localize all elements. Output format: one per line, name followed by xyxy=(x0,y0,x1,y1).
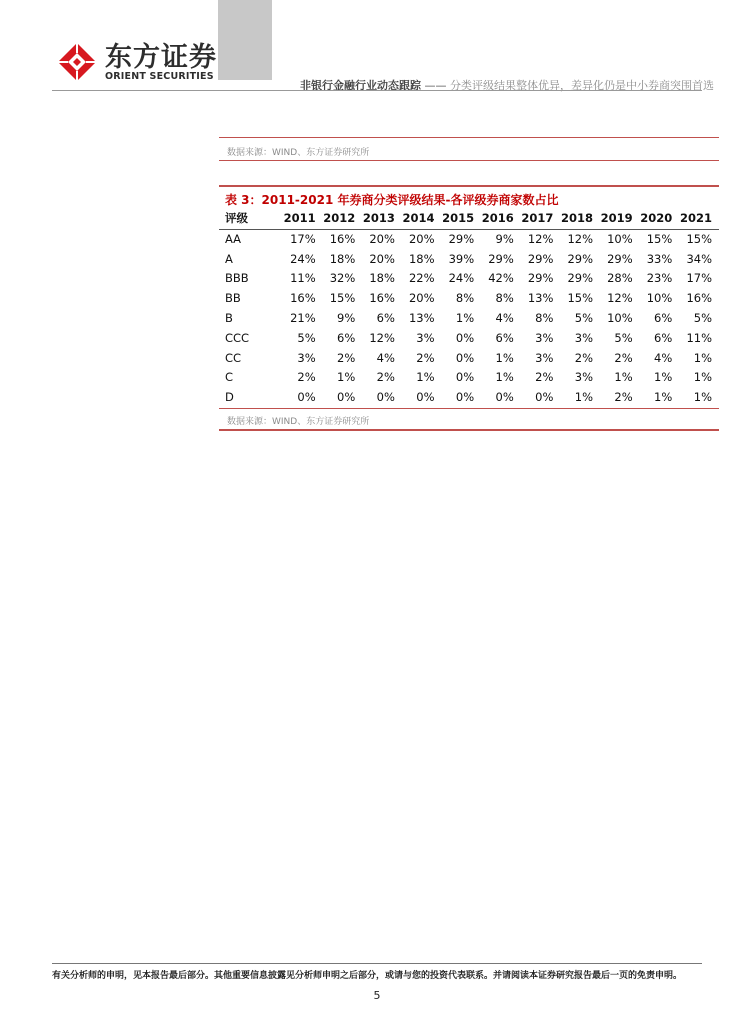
rating-grade-cell: BB xyxy=(225,291,241,306)
table-row xyxy=(219,388,719,408)
logo-chinese-name: 东方证券 xyxy=(105,42,217,73)
header-cell: 2018 xyxy=(560,211,593,225)
page-number: 5 xyxy=(373,989,381,1002)
header-cell: 2014 xyxy=(402,211,435,225)
table-body xyxy=(219,229,719,408)
header-gray-block xyxy=(218,0,272,80)
percentage-cell: 29% xyxy=(567,251,593,266)
percentage-cell: 13% xyxy=(527,291,554,306)
percentage-cell: 3% xyxy=(574,330,593,345)
header-dash: —— xyxy=(421,79,450,92)
percentage-cell: 4% xyxy=(495,310,514,325)
percentage-cell: 0% xyxy=(337,390,356,405)
header-cell: 2015 xyxy=(442,211,475,225)
percentage-cell: 11% xyxy=(290,271,316,286)
prev-table-source: 数据来源：WIND、东方证券研究所 xyxy=(227,148,370,158)
percentage-cell: 18% xyxy=(329,251,356,266)
percentage-cell: 29% xyxy=(607,251,633,266)
percentage-cell: 9% xyxy=(495,231,514,246)
rating-grade-cell: A xyxy=(225,251,233,266)
percentage-cell: 29% xyxy=(448,231,475,246)
header-cell: 2011 xyxy=(283,211,316,225)
table-header-row xyxy=(219,209,719,229)
percentage-cell: 3% xyxy=(297,350,316,365)
rating-grade-cell: AA xyxy=(225,231,242,246)
table-source: 数据来源：WIND、东方证券研究所 xyxy=(227,417,370,427)
percentage-cell: 6% xyxy=(337,330,356,345)
percentage-cell: 1% xyxy=(495,350,514,365)
percentage-cell: 1% xyxy=(654,390,673,405)
percentage-cell: 21% xyxy=(290,310,316,325)
table-row xyxy=(219,289,719,309)
percentage-cell: 5% xyxy=(693,310,712,325)
percentage-cell: 10% xyxy=(607,231,633,246)
header-cell: 2019 xyxy=(600,211,633,225)
percentage-cell: 24% xyxy=(448,271,475,286)
percentage-cell: 11% xyxy=(686,330,712,345)
percentage-cell: 0% xyxy=(455,330,475,345)
percentage-cell: 8% xyxy=(535,310,554,325)
header-cell: 2016 xyxy=(481,211,514,225)
percentage-cell: 0% xyxy=(535,390,554,405)
percentage-cell: 1% xyxy=(337,370,356,385)
footer-divider xyxy=(52,963,702,964)
percentage-cell: 29% xyxy=(488,251,514,266)
percentage-cell: 6% xyxy=(654,310,673,325)
percentage-cell: 1% xyxy=(693,370,712,385)
percentage-cell: 12% xyxy=(369,330,395,345)
table-source-top-rule xyxy=(219,408,719,409)
rating-grade-cell: D xyxy=(225,390,234,405)
percentage-cell: 3% xyxy=(535,330,554,345)
percentage-cell: 16% xyxy=(290,291,316,306)
percentage-cell: 15% xyxy=(646,231,673,246)
percentage-cell: 12% xyxy=(607,291,633,306)
percentage-cell: 20% xyxy=(369,251,395,266)
prev-source-bottom-rule xyxy=(219,160,719,161)
percentage-cell: 2% xyxy=(416,350,435,365)
orient-securities-logo-icon xyxy=(57,42,97,82)
percentage-cell: 1% xyxy=(455,310,475,325)
percentage-cell: 0% xyxy=(297,390,316,405)
percentage-cell: 13% xyxy=(408,310,435,325)
percentage-cell: 1% xyxy=(654,370,673,385)
table-row xyxy=(219,309,719,329)
rating-distribution-table xyxy=(219,209,719,408)
table-row xyxy=(219,329,719,349)
percentage-cell: 33% xyxy=(646,251,673,266)
percentage-cell: 0% xyxy=(455,370,475,385)
rating-grade-cell: CC xyxy=(225,350,242,365)
percentage-cell: 34% xyxy=(686,251,712,266)
rating-grade-cell: B xyxy=(225,310,233,325)
percentage-cell: 8% xyxy=(495,291,514,306)
percentage-cell: 18% xyxy=(408,251,435,266)
percentage-cell: 3% xyxy=(416,330,435,345)
header-cell: 2020 xyxy=(640,211,673,225)
percentage-cell: 8% xyxy=(455,291,475,306)
percentage-cell: 20% xyxy=(408,291,435,306)
percentage-cell: 6% xyxy=(495,330,514,345)
percentage-cell: 4% xyxy=(376,350,395,365)
header-cell: 评级 xyxy=(225,211,248,225)
percentage-cell: 2% xyxy=(337,350,356,365)
percentage-cell: 0% xyxy=(455,350,475,365)
rating-grade-cell: BBB xyxy=(225,271,249,286)
percentage-cell: 15% xyxy=(329,291,356,306)
rating-grade-cell: CCC xyxy=(225,330,250,345)
percentage-cell: 32% xyxy=(329,271,356,286)
percentage-cell: 20% xyxy=(408,231,435,246)
percentage-cell: 9% xyxy=(337,310,356,325)
table-top-rule xyxy=(219,185,719,187)
percentage-cell: 22% xyxy=(408,271,435,286)
percentage-cell: 28% xyxy=(607,271,633,286)
percentage-cell: 6% xyxy=(654,330,673,345)
percentage-cell: 5% xyxy=(614,330,633,345)
percentage-cell: 12% xyxy=(527,231,554,246)
percentage-cell: 2% xyxy=(614,350,633,365)
percentage-cell: 15% xyxy=(567,291,593,306)
percentage-cell: 6% xyxy=(376,310,395,325)
logo-english-name: ORIENT SECURITIES xyxy=(105,71,214,82)
footer-disclaimer: 有关分析师的申明，见本报告最后部分。其他重要信息披露见分析师申明之后部分，或请与您的投资代表联系。并请阅读本证券研究报告最后一页的免责申明。 xyxy=(52,971,683,981)
percentage-cell: 1% xyxy=(416,370,435,385)
percentage-cell: 2% xyxy=(574,350,593,365)
table-row xyxy=(219,229,719,249)
percentage-cell: 29% xyxy=(527,251,554,266)
table-row xyxy=(219,250,719,270)
percentage-cell: 29% xyxy=(567,271,593,286)
table-row xyxy=(219,368,719,388)
percentage-cell: 0% xyxy=(455,390,475,405)
table-row xyxy=(219,349,719,369)
header-cell: 2012 xyxy=(323,211,356,225)
table-title: 表 3：2011-2021 年券商分类评级结果-各评级券商家数占比 xyxy=(225,193,559,207)
percentage-cell: 15% xyxy=(686,231,712,246)
percentage-cell: 2% xyxy=(297,370,316,385)
percentage-cell: 1% xyxy=(614,370,633,385)
percentage-cell: 5% xyxy=(297,330,316,345)
table-row xyxy=(219,269,719,289)
percentage-cell: 0% xyxy=(495,390,514,405)
percentage-cell: 3% xyxy=(574,370,593,385)
prev-source-top-rule xyxy=(219,137,719,138)
percentage-cell: 23% xyxy=(646,271,673,286)
table-bottom-rule xyxy=(219,429,719,431)
percentage-cell: 1% xyxy=(693,350,712,365)
percentage-cell: 24% xyxy=(290,251,316,266)
percentage-cell: 12% xyxy=(567,231,593,246)
report-subtitle: 分类评级结果整体优异，差异化仍是中小券商突围首选 xyxy=(450,79,714,92)
percentage-cell: 3% xyxy=(535,350,554,365)
report-title: 非银行金融行业动态跟踪 xyxy=(300,79,421,92)
percentage-cell: 10% xyxy=(607,310,633,325)
percentage-cell: 0% xyxy=(416,390,435,405)
percentage-cell: 17% xyxy=(686,271,712,286)
percentage-cell: 20% xyxy=(369,231,395,246)
rating-grade-cell: C xyxy=(225,370,234,385)
percentage-cell: 18% xyxy=(369,271,395,286)
percentage-cell: 17% xyxy=(290,231,316,246)
percentage-cell: 2% xyxy=(376,370,395,385)
percentage-cell: 2% xyxy=(535,370,554,385)
percentage-cell: 39% xyxy=(448,251,475,266)
percentage-cell: 1% xyxy=(495,370,514,385)
percentage-cell: 2% xyxy=(614,390,633,405)
header-divider xyxy=(52,90,702,91)
percentage-cell: 16% xyxy=(329,231,356,246)
percentage-cell: 5% xyxy=(574,310,593,325)
percentage-cell: 4% xyxy=(654,350,673,365)
percentage-cell: 29% xyxy=(527,271,554,286)
percentage-cell: 42% xyxy=(488,271,514,286)
header-cell: 2021 xyxy=(679,211,712,225)
percentage-cell: 16% xyxy=(686,291,712,306)
company-logo xyxy=(57,42,217,82)
percentage-cell: 10% xyxy=(646,291,673,306)
percentage-cell: 1% xyxy=(574,390,593,405)
percentage-cell: 1% xyxy=(693,390,712,405)
percentage-cell: 16% xyxy=(369,291,395,306)
percentage-cell: 0% xyxy=(376,390,395,405)
header-cell: 2013 xyxy=(362,211,395,225)
header-cell: 2017 xyxy=(521,211,554,225)
